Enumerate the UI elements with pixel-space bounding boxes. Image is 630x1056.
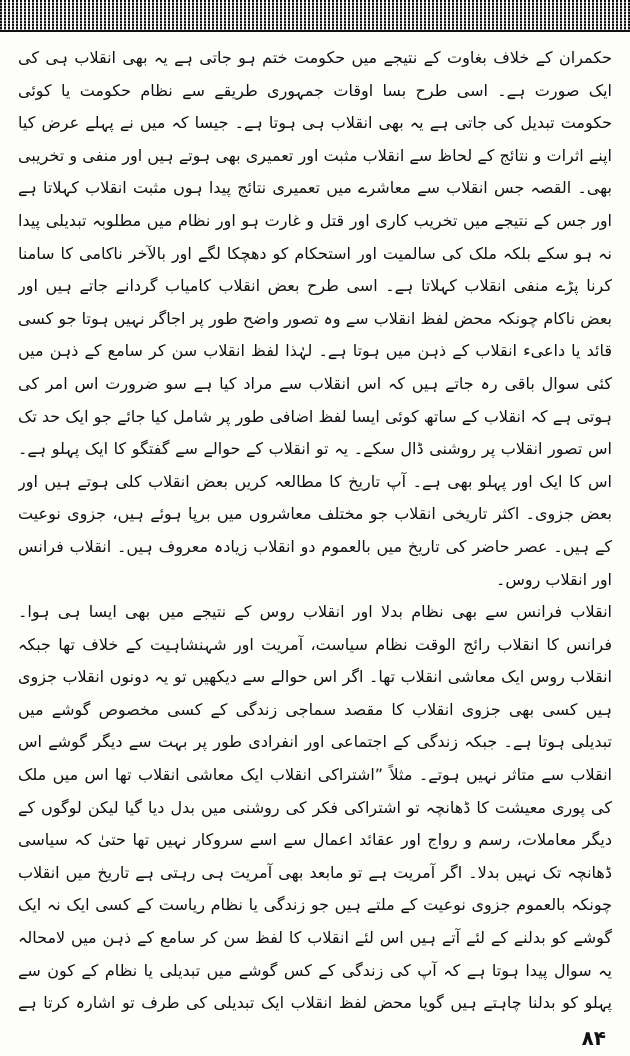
- page-number: ۸۴: [581, 1026, 606, 1050]
- decorative-top-border: [0, 0, 630, 32]
- document-page: [18, 42, 612, 1022]
- paragraph-1: حکمران کے خلاف بغاوت کے نتیجے میں حکومت ختم ہو جاتی ہے یہ بھی انقلاب ہی کی ایک صورت ہے۔ اسی طرح بسا اوقات جمہوری طریقے سے نظام حکومت یا کوئی حکومت تبدیل کی جاتی ہے یہ بھی انقلاب ہی ہوتا ہے۔ جیسا کہ میں نے پہلے عرض کیا اپنے اثرات و نتائج کے لحاظ سے انقلاب مثبت اور تعمیری بھی ہوتے ہیں اور منفی و تخریبی بھی۔ القصہ جس انقلاب سے معاشرے میں تعمیری نتائج پیدا ہوں مثبت انقلاب کہلاتا ہے اور جس کے نتیجے میں تخریب کاری اور قتل و غارت ہو اور نظام میں مطلوبہ تبدیلی پیدا نہ ہو سکے بلکہ ملک کی سالمیت اور استحکام کو دھچکا لگے اور بالآخر ناکامی کا سامنا کرنا پڑے منفی انقلاب کہلاتا ہے۔ اسی طرح بعض انقلاب کامیاب گردانے جاتے ہیں اور بعض ناکام چونکہ محض لفظ انقلاب سے وہ تصور واضح طور پر اجاگر نہیں ہوتا جو کسی قائد یا داعیء انقلاب کے ذہن میں ہوتا ہے۔ لہٰذا لفظ انقلاب سن کر سامع کے ذہن میں کئی سوال باقی رہ جاتے ہیں کہ اس انقلاب سے مراد کیا ہے سو ضرورت اس امر کی ہوتی ہے کہ انقلاب کے ساتھ کوئی ایسا لفظ اضافی طور پر شامل کیا جائے جو ایک حد تک اس تصور انقلاب پر روشنی ڈال سکے۔ یہ تو انقلاب کے حوالے سے گفتگو کا ایک پہلو ہے۔ اس کا ایک اور پہلو بھی ہے۔ آپ تاریخ کا مطالعہ کریں بعض انقلاب کلی ہوتے ہیں اور بعض جزوی۔ اکثر تاریخی انقلاب جو مختلف معاشروں میں برپا ہوئے ہیں، جزوی نوعیت کے ہیں۔ عصر حاضر کی تاریخ میں بالعموم دو انقلاب زیادہ معروف ہیں۔ انقلاب فرانس اور انقلاب روس۔: [18, 48, 612, 589]
- paragraph-2: انقلاب فرانس سے بھی نظام بدلا اور انقلاب روس کے نتیجے میں بھی ایسا ہی ہوا۔ فرانس کا انقلاب رائج الوقت نظام سیاست، آمریت اور شہنشاہیت کے خلاف تھا جبکہ انقلاب روس ایک معاشی انقلاب تھا۔ اگر اس حوالے سے دیکھیں تو یہ دونوں انقلاب جزوی ہیں کسی بھی جزوی انقلاب کا مقصد سماجی زندگی کے کسی مخصوص گوشے میں تبدیلی ہوتا ہے۔ جبکہ زندگی کے اجتماعی اور انفرادی طور پر بہت سے دیگر گوشے اس انقلاب سے متاثر نہیں ہوتے۔ مثلاً ”اشتراکی انقلاب ایک معاشی انقلاب تھا اس میں ملک کی پوری معیشت کا ڈھانچہ تو اشتراکی فکر کی روشنی میں بدل دیا گیا لیکن لوگوں کے دیگر معاملات، رسم و رواج اور عقائد اعمال سے اسے سروکار نہیں تھا حتیٰ کہ سیاسی ڈھانچہ تک نہیں بدلا۔ اگر آمریت ہے تو مابعد بھی آمریت ہی رہتی ہے تاریخ میں انقلاب چونکہ بالعموم جزوی نوعیت کے ملتے ہیں جو زندگی یا نظام ریاست کے کسی ایک نہ ایک گوشے کو بدلنے کے لئے آتے ہیں اس لئے انقلاب کا لفظ سن کر سامع کے ذہن میں لامحالہ یہ سوال پیدا ہوتا ہے کہ آپ کی زندگی کے کس گوشے میں تبدیلی یا نظام کے کون سے پہلو کو بدلنا چاہتے ہیں گویا محض لفظ انقلاب ایک تبدیلی کی طرف تو اشارہ کرتا ہے: [18, 602, 612, 1013]
